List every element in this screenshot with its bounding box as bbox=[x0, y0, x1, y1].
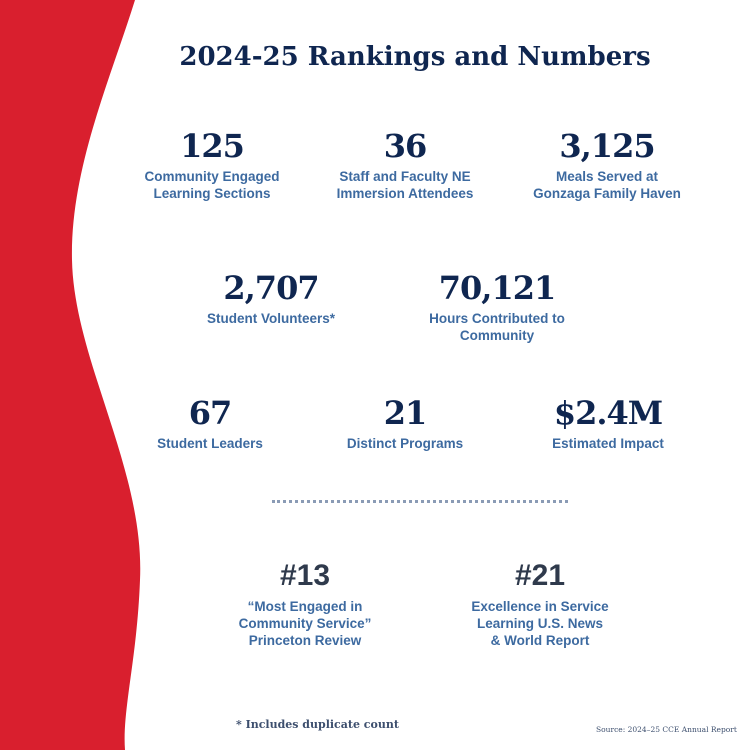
stat-label: Community Engaged bbox=[144, 169, 280, 184]
stat-value: 67 bbox=[188, 394, 232, 432]
ranking-princeton bbox=[205, 558, 405, 649]
stat-immersion bbox=[305, 128, 505, 202]
ranking-label: “Most Engaged in bbox=[247, 599, 363, 614]
ranking-value: #13 bbox=[279, 559, 331, 592]
stat-label: Immersion Attendees bbox=[336, 186, 474, 201]
stat-label: Distinct Programs bbox=[346, 436, 464, 451]
stat-value: 3,125 bbox=[559, 127, 655, 165]
stat-label: Student Volunteers* bbox=[206, 311, 335, 326]
stat-hours bbox=[397, 270, 597, 344]
stat-value: 70,121 bbox=[438, 269, 556, 307]
source-note: Source: 2024–25 CCE Annual Report bbox=[596, 725, 737, 734]
stat-value: $2.4M bbox=[553, 394, 663, 432]
stat-label: Meals Served at bbox=[555, 169, 659, 184]
stat-label: Estimated Impact bbox=[552, 436, 664, 451]
footnote: * Includes duplicate count bbox=[236, 718, 399, 731]
stat-value: 36 bbox=[383, 127, 427, 165]
ranking-label: Learning U.S. News bbox=[476, 616, 604, 631]
ranking-label: Excellence in Service bbox=[471, 599, 609, 614]
stat-value: 125 bbox=[180, 127, 244, 165]
stat-label: Gonzaga Family Haven bbox=[533, 186, 681, 201]
stat-label: Staff and Faculty NE bbox=[339, 169, 471, 184]
stat-label: Hours Contributed to bbox=[429, 311, 565, 326]
ranking-label: Princeton Review bbox=[248, 633, 362, 648]
ranking-usnews bbox=[440, 558, 640, 649]
stat-label: Community bbox=[459, 328, 535, 343]
ranking-label: & World Report bbox=[490, 633, 590, 648]
ranking-value: #21 bbox=[514, 559, 566, 592]
ranking-label: Community Service” bbox=[238, 616, 372, 631]
page-title: 2024-25 Rankings and Numbers bbox=[179, 42, 651, 72]
stat-sections bbox=[112, 128, 312, 202]
stat-value: 21 bbox=[383, 394, 427, 432]
stat-leaders bbox=[110, 395, 310, 452]
stat-programs bbox=[305, 395, 505, 452]
stat-label: Learning Sections bbox=[153, 186, 271, 201]
dotted-divider bbox=[272, 500, 568, 503]
stat-label: Student Leaders bbox=[157, 436, 263, 451]
stat-impact bbox=[508, 395, 708, 452]
stat-meals bbox=[507, 128, 707, 202]
stat-value: 2,707 bbox=[223, 269, 319, 307]
stat-volunteers bbox=[171, 270, 371, 327]
